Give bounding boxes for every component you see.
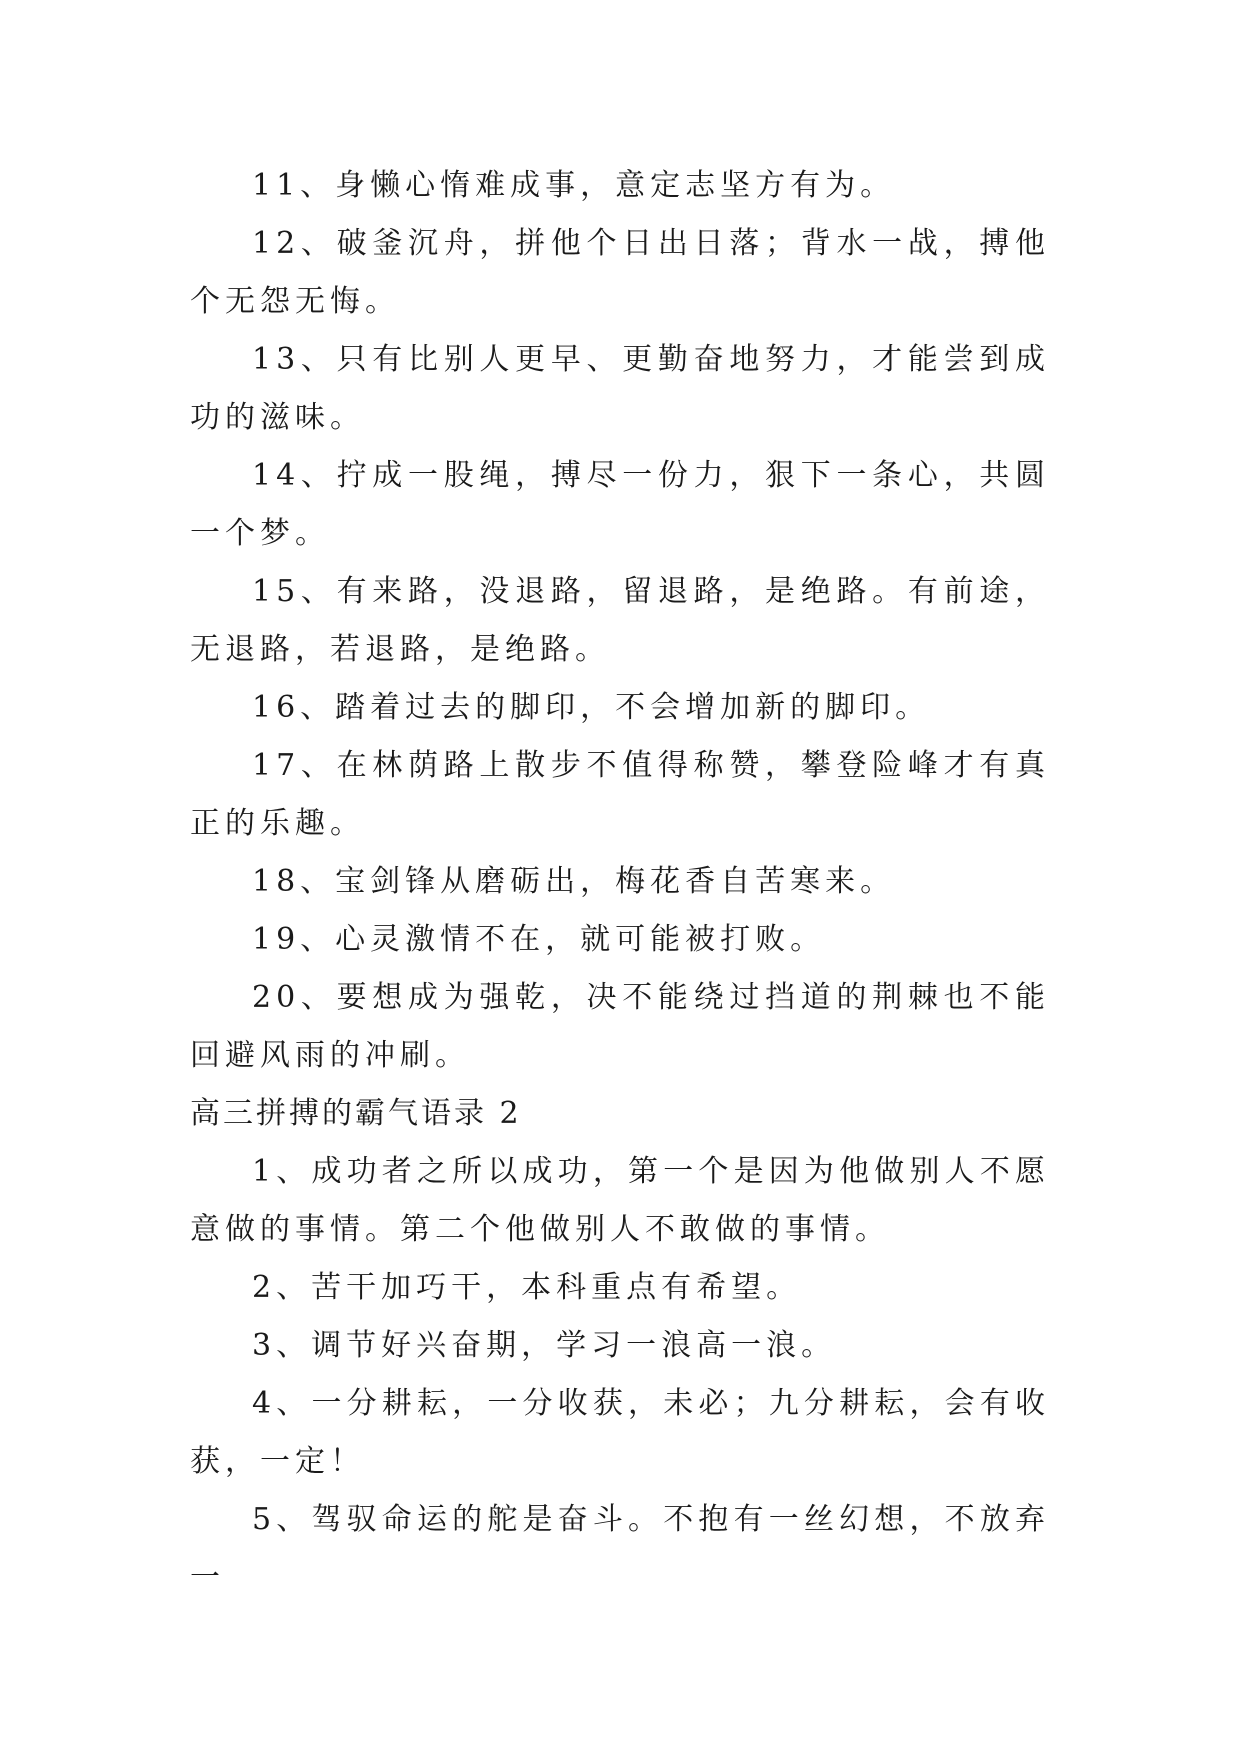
document-body bbox=[190, 157, 1050, 1607]
paragraph-13: 13、只有比别人更早、更勤奋地努力，才能尝到成功的滋味。 bbox=[190, 342, 1050, 435]
paragraph-19: 19、心灵激情不在，就可能被打败。 bbox=[252, 922, 826, 957]
paragraph-12: 12、破釜沉舟，拼他个日出日落；背水一战，搏他个无怨无悔。 bbox=[190, 226, 1050, 319]
paragraph-14: 14、拧成一股绳，搏尽一份力，狠下一条心，共圆一个梦。 bbox=[190, 458, 1050, 551]
paragraph-2-5: 5、驾驭命运的舵是奋斗。不抱有一丝幻想，不放弃一 bbox=[190, 1502, 1050, 1595]
paragraph-11: 11、身懒心惰难成事，意定志坚方有为。 bbox=[252, 168, 896, 203]
paragraph-17: 17、在林荫路上散步不值得称赞，攀登险峰才有真正的乐趣。 bbox=[190, 748, 1050, 841]
paragraph-2-2: 2、苦干加巧干，本科重点有希望。 bbox=[252, 1270, 802, 1305]
paragraph-16: 16、踏着过去的脚印，不会增加新的脚印。 bbox=[252, 690, 931, 725]
paragraph-15: 15、有来路，没退路，留退路，是绝路。有前途，无退路，若退路，是绝路。 bbox=[190, 574, 1050, 667]
paragraph-2-3: 3、调节好兴奋期，学习一浪高一浪。 bbox=[252, 1328, 837, 1363]
section-heading: 高三拼搏的霸气语录 2 bbox=[190, 1096, 522, 1131]
paragraph-2-4: 4、一分耕耘，一分收获，未必；九分耕耘，会有收获，一定！ bbox=[190, 1386, 1050, 1479]
paragraph-2-1: 1、成功者之所以成功，第一个是因为他做别人不愿意做的事情。第二个他做别人不敢做的事情。 bbox=[190, 1154, 1050, 1247]
paragraph-20: 20、要想成为强乾，决不能绕过挡道的荆棘也不能回避风雨的冲刷。 bbox=[190, 980, 1050, 1073]
paragraph-18: 18、宝剑锋从磨砺出，梅花香自苦寒来。 bbox=[252, 864, 896, 899]
